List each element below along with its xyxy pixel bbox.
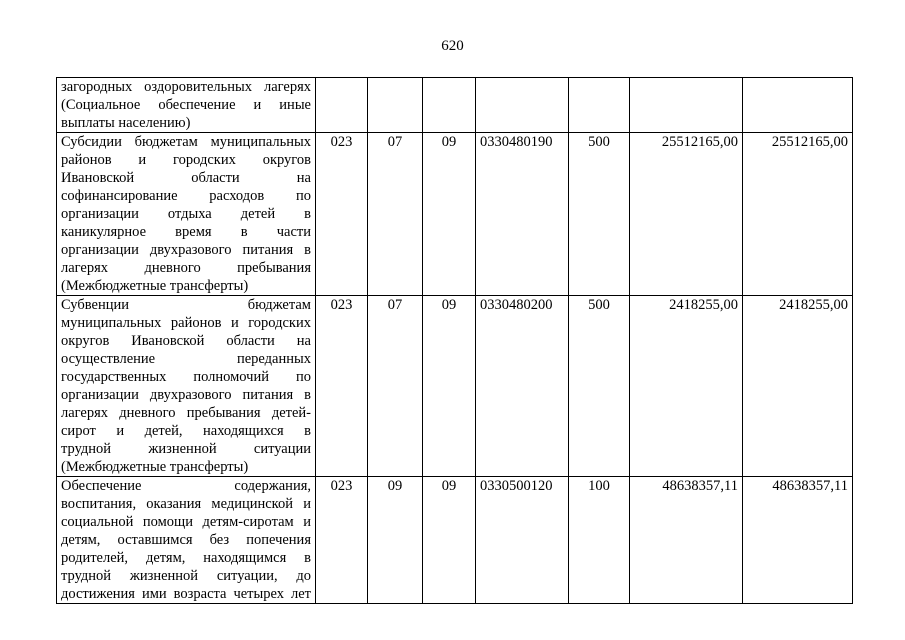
description-line: районов и городских округов [61, 152, 311, 168]
cell-vr: 100 [569, 477, 630, 604]
description-line: сирот и детей, находящихся в [61, 423, 311, 439]
description-line: организации двухразового питания в [61, 387, 311, 403]
budget-table [56, 77, 853, 604]
cell-csr: 0330480200 [476, 296, 569, 477]
cell-sum-1: 2418255,00 [630, 296, 743, 477]
description-line: (Социальное обеспечение и иные [61, 97, 311, 113]
cell-rz [368, 78, 423, 133]
description-line: трудной жизненной ситуации [61, 441, 311, 457]
description-line: лагерях дневного пребывания [61, 260, 311, 276]
table-row [57, 477, 853, 604]
cell-vr: 500 [569, 296, 630, 477]
description-line: лагерях дневного пребывания детей- [61, 405, 311, 421]
cell-sum-1 [630, 78, 743, 133]
cell-sum-2 [743, 78, 853, 133]
cell-gr: 023 [316, 133, 368, 296]
description-line: организации двухразового питания в [61, 242, 311, 258]
cell-pr: 09 [423, 477, 476, 604]
description-line: организации отдыха детей в [61, 206, 311, 222]
cell-sum-2: 48638357,11 [743, 477, 853, 604]
description-line: Субвенции бюджетам [61, 297, 311, 313]
cell-pr: 09 [423, 133, 476, 296]
cell-rz: 07 [368, 296, 423, 477]
cell-gr: 023 [316, 477, 368, 604]
row-description [57, 78, 316, 133]
cell-rz: 07 [368, 133, 423, 296]
cell-vr [569, 78, 630, 133]
cell-sum-1: 25512165,00 [630, 133, 743, 296]
description-line: осуществление переданных [61, 351, 311, 367]
table-row [57, 78, 853, 133]
cell-vr: 500 [569, 133, 630, 296]
cell-pr [423, 78, 476, 133]
page-number: 620 [441, 38, 464, 54]
row-description [57, 133, 316, 296]
table-row [57, 296, 853, 477]
description-line: Субсидии бюджетам муниципальных [61, 134, 311, 150]
cell-sum-2: 2418255,00 [743, 296, 853, 477]
description-line: трудной жизненной ситуации, до [61, 568, 311, 584]
description-line: государственных полномочий по [61, 369, 311, 385]
description-line: софинансирование расходов по [61, 188, 311, 204]
cell-csr: 0330500120 [476, 477, 569, 604]
description-line: округов Ивановской области на [61, 333, 311, 349]
description-line: (Межбюджетные трансферты) [61, 459, 249, 475]
cell-sum-2: 25512165,00 [743, 133, 853, 296]
description-line: (Межбюджетные трансферты) [61, 278, 249, 294]
cell-gr [316, 78, 368, 133]
description-line: родителей, детям, находящимся в [61, 550, 311, 566]
description-line: загородных оздоровительных лагерях [61, 79, 311, 95]
cell-sum-1: 48638357,11 [630, 477, 743, 604]
cell-pr: 09 [423, 296, 476, 477]
description-line: достижения ими возраста четырех лет [61, 586, 311, 602]
table-row [57, 133, 853, 296]
description-line: муниципальных районов и городских [61, 315, 311, 331]
description-line: Ивановской области на [61, 170, 311, 186]
row-description [57, 296, 316, 477]
description-line: социальной помощи детям-сиротам и [61, 514, 311, 530]
cell-rz: 09 [368, 477, 423, 604]
cell-csr [476, 78, 569, 133]
description-line: детям, оставшимся без попечения [61, 532, 311, 548]
description-line: выплаты населению) [61, 115, 191, 131]
cell-gr: 023 [316, 296, 368, 477]
description-line: каникулярное время в части [61, 224, 311, 240]
description-line: воспитания, оказания медицинской и [61, 496, 311, 512]
cell-csr: 0330480190 [476, 133, 569, 296]
description-line: Обеспечение содержания, [61, 478, 311, 494]
row-description [57, 477, 316, 604]
